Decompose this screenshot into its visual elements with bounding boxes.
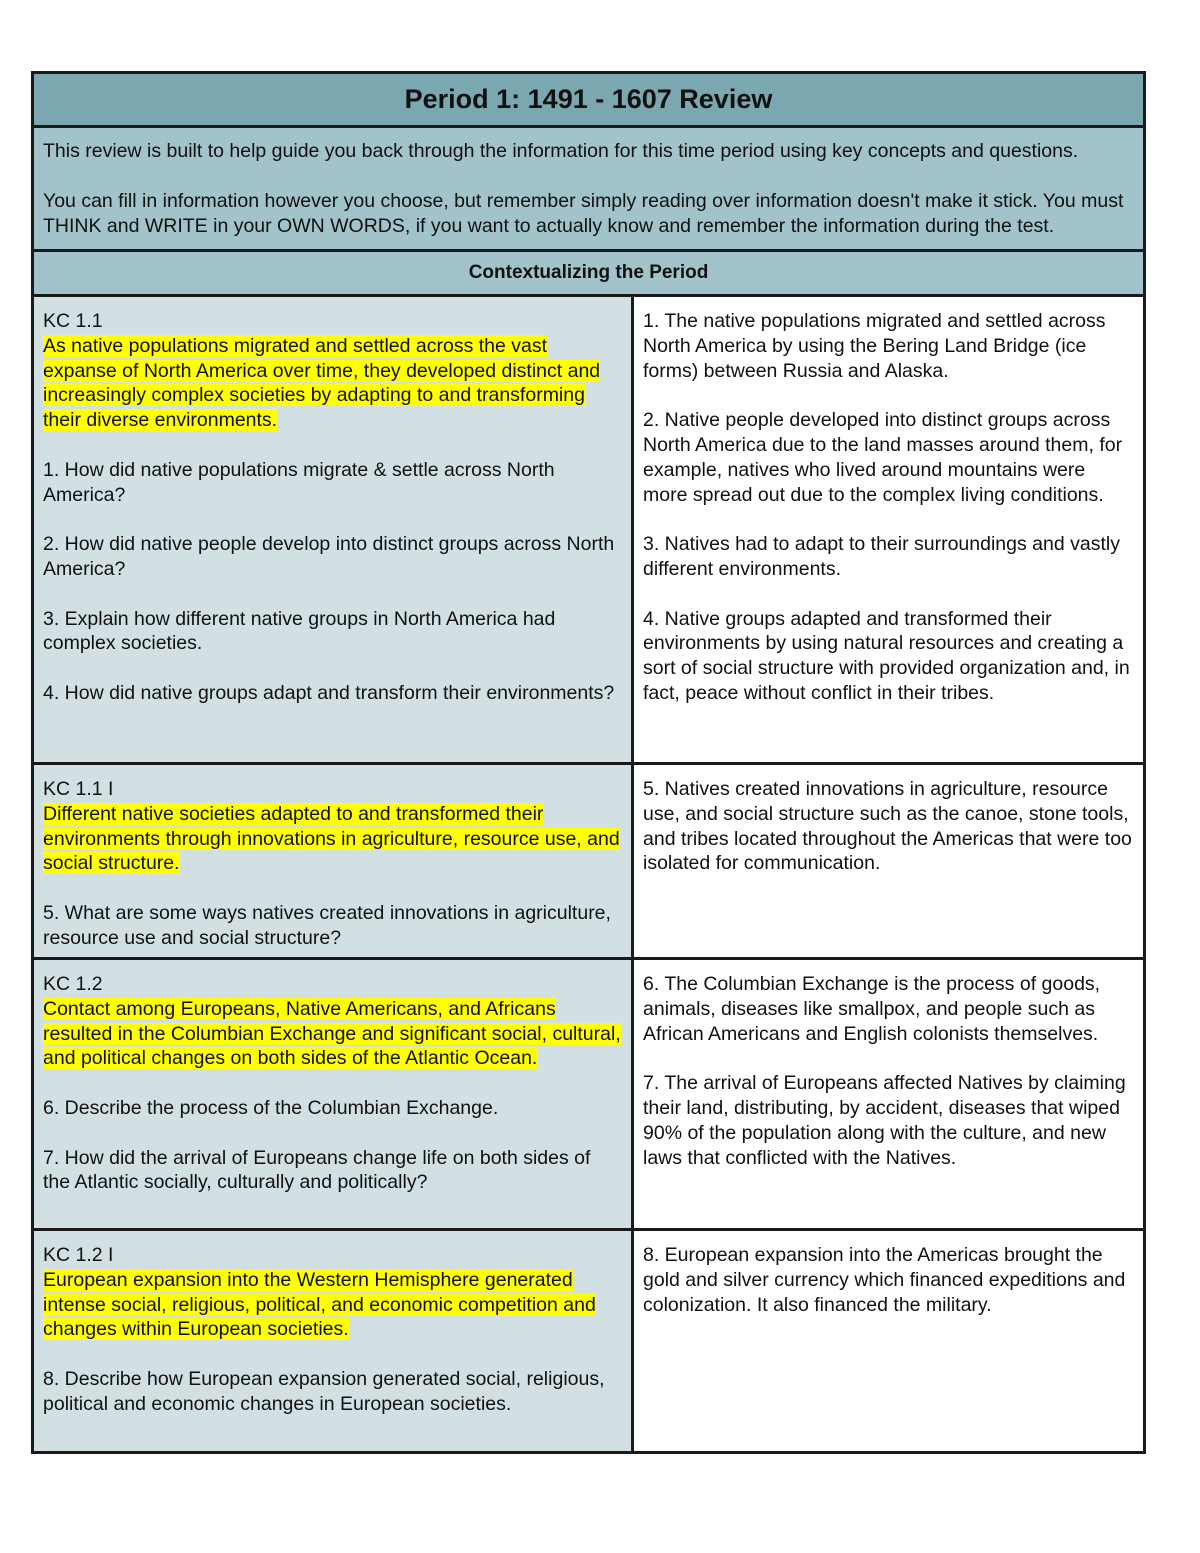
kc-prompt-cell	[34, 1231, 634, 1451]
answer: 8. European expansion into the Americas brought the gold and silver currency which financed expeditions and colonization. It also financed the military.	[643, 1244, 1126, 1316]
question: 1. How did native populations migrate & settle across North America?	[43, 458, 555, 506]
answer: 6. The Columbian Exchange is the process of goods, animals, diseases like smallpox, and people such as African Americans and English colonists themselves.	[643, 973, 1101, 1045]
kc-concept	[43, 802, 622, 876]
answer: 3. Natives had to adapt to their surroundings and vastly different environments.	[643, 533, 1120, 580]
question: 2. How did native people develop into distinct groups across North America?	[43, 533, 615, 580]
question: 5. What are some ways natives created innovations in agriculture, resource use and social structure?	[43, 901, 611, 949]
answer-cell	[634, 297, 1143, 762]
section-heading: Contextualizing the Period	[34, 252, 1143, 297]
kc-prompt-cell	[34, 960, 634, 1228]
kc-label: KC 1.2	[43, 973, 103, 995]
intro-section	[34, 128, 1143, 252]
kc-label: KC 1.1	[43, 310, 103, 332]
answer: 4. Native groups adapted and transformed their environments by using natural resources and creating a sort of social structure with provided organization and, in fact, peace without conflict in their tribes.	[643, 607, 1130, 704]
kc-row	[34, 960, 1143, 1231]
answer: 1. The native populations migrated and settled across North America by using the Bering Land Bridge (ice forms) between Russia and Alaska.	[643, 310, 1106, 382]
question: 7. How did the arrival of Europeans change life on both sides of the Atlantic socially, culturally and politically?	[43, 1146, 591, 1194]
question: 3. Explain how different native groups in North America had complex societies.	[43, 607, 556, 655]
review-table	[31, 71, 1146, 1454]
kc-prompt-cell	[34, 297, 634, 762]
kc-label: KC 1.2 I	[43, 1244, 114, 1266]
kc-concept	[43, 997, 622, 1071]
page-title: Period 1: 1491 - 1607 Review	[34, 74, 1143, 128]
kc-row	[34, 765, 1143, 960]
highlighted-concept: As native populations migrated and settled across the vast expanse of North America over time, they developed distinct and increasingly complex societies by adapting to and transforming their diverse environments.	[43, 334, 601, 432]
kc-prompt-cell	[34, 765, 634, 957]
question: 4. How did native groups adapt and transform their environments?	[43, 681, 615, 704]
intro-paragraph-2: You can fill in information however you choose, but remember simply reading over information doesn't make it stick. You must THINK and WRITE in your OWN WORDS, if you want to actually know and remember the information during the test.	[43, 190, 1124, 237]
highlighted-concept: Different native societies adapted to and transformed their environments through innovations in agriculture, resource use, and social structure.	[43, 802, 620, 875]
question: 8. Describe how European expansion generated social, religious, political and economic changes in European societies.	[43, 1367, 605, 1415]
answer-cell	[634, 1231, 1143, 1451]
kc-row	[34, 297, 1143, 765]
kc-concept	[43, 334, 622, 433]
kc-concept	[43, 1268, 622, 1342]
kc-row	[34, 1231, 1143, 1451]
answer-cell	[634, 960, 1143, 1228]
highlighted-concept: Contact among Europeans, Native Americans, and Africans resulted in the Columbian Exchange and significant social, cultural, and political changes on both sides of the Atlantic Ocean.	[43, 997, 621, 1070]
answer: 5. Natives created innovations in agriculture, resource use, and social structure such as the canoe, stone tools, and tribes located throughout the Americas that were too isolated for communication.	[643, 778, 1132, 875]
answer: 7. The arrival of Europeans affected Natives by claiming their land, distributing, by accident, diseases that wiped 90% of the population along with the culture, and new laws that conflicted with the Natives.	[643, 1072, 1126, 1169]
kc-label: KC 1.1 I	[43, 778, 114, 800]
answer: 2. Native people developed into distinct groups across North America due to the land masses around them, for example, natives who lived around mountains were more spread out due to the complex living conditions.	[643, 409, 1123, 506]
answer-cell	[634, 765, 1143, 957]
question: 6. Describe the process of the Columbian Exchange.	[43, 1096, 499, 1119]
highlighted-concept: European expansion into the Western Hemisphere generated intense social, religious, political, and economic competition and changes within European societies.	[43, 1268, 596, 1341]
intro-paragraph-1: This review is built to help guide you back through the information for this time period using key concepts and questions.	[43, 140, 1079, 162]
